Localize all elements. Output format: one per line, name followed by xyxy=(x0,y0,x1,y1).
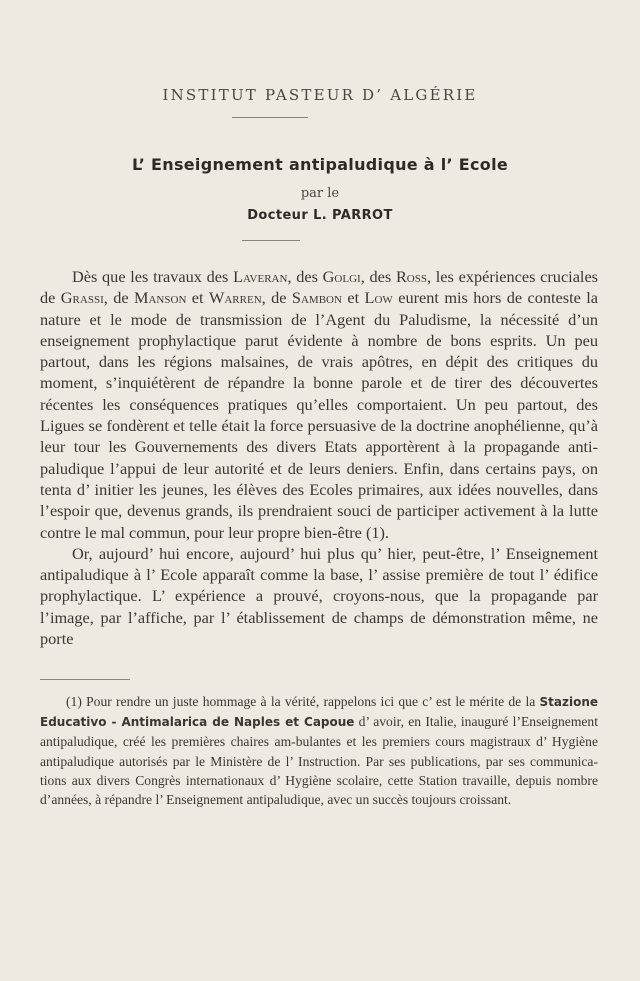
article-title: L’ Enseignement antipaludique à l’ Ecole xyxy=(131,155,509,174)
footnote-1: (1) Pour rendre un juste hommage à la vérité, rappelons ici que c’ est le mérite de la Stazione Educativo - Antimalarica de Naples et Capoue d’ avoir, en Italie, inauguré l’Enseignement antipaludique, créé les premières chaires am-bulantes et les premiers cours magistraux d’ Hygiène antipaludique autorisés par le Ministère de l’ Instruction. Par ses publications, par ses communica-tions aux divers Congrès internationaux d’ Hygiène scolaire, cette Station travaille, depuis nombre d’années, à répandre l’ Enseignement antipaludique, avec un succès toujours croissant. xyxy=(40,694,598,808)
author-name-golgi: Golgi xyxy=(322,267,361,286)
author-name-laveran: Laveran xyxy=(233,267,288,286)
author-name-warren: Warren xyxy=(208,288,262,308)
paragraph-1: Dès que les travaux des Laveran, des Golgi, des Ross, les expériences cruciales de Grassi, de Manson et Warren, de Sambon et Low eurent mis hors de conteste la nature et le mode de transmission de l’Agent du Paludisme, la nécessité d’un enseignement prophylactique parut évidente à nombre de bons esprits. Un peu partout, dans les régions malsaines, de vrais apôtres, en dépit des critiques du moment, s’inquiétèrent de répandre la bonne parole et de tirer des découvertes récentes les conséquences pratiques qu’elles comportaient. Un peu partout, des Ligues se fondèrent et telle était la force persuasive de la doctrine anophélienne, qu’à leur tour les Gouvernements des divers Etats apportèrent à la propagande anti-paludique l’appui de leur autorité et de leurs deniers. Enfin, dans certains pays, on tenta d’ initier les jeunes, les élèves des Ecoles primaires, aux idées nouvelles, dans l’espoir que, devenus grands, ils prendraient souci de participer activement à la lutte contre le mal commun, pour leur propre bien-être (1). xyxy=(40,267,599,542)
title-rule xyxy=(242,240,300,241)
body-text xyxy=(40,266,598,649)
author-name-grassi: Grassi xyxy=(60,288,104,308)
running-header: INSTITUT PASTEUR D’ ALGÉRIE xyxy=(162,86,478,104)
header-rule xyxy=(232,117,308,118)
byline: par le xyxy=(300,186,340,201)
author-name-manson: Manson xyxy=(134,288,187,308)
footnote-section xyxy=(40,692,598,809)
author-name-ross: Ross xyxy=(395,267,427,286)
paragraph-2: Or, aujourd’ hui encore, aujourd’ hui plus qu’ hier, peut-être, l’ Enseignement antipaludique à l’ Ecole apparaît comme la base, l’ assise première de tout l’ édifice prophylactique. L’ expérience a prouvé, croyons-nous, que la propagande par l’image, par l’affiche, par l’ établissement de champs de démonstration même, ne porte xyxy=(40,543,598,649)
footnote-rule xyxy=(40,679,130,680)
footnote-station-name: Stazione Educativo - Antimalarica de Naples et Capoue xyxy=(40,695,598,730)
author-name-sambon: Sambon xyxy=(291,288,342,308)
author-name-low: Low xyxy=(364,288,393,308)
author-name: Docteur L. PARROT xyxy=(247,208,393,223)
